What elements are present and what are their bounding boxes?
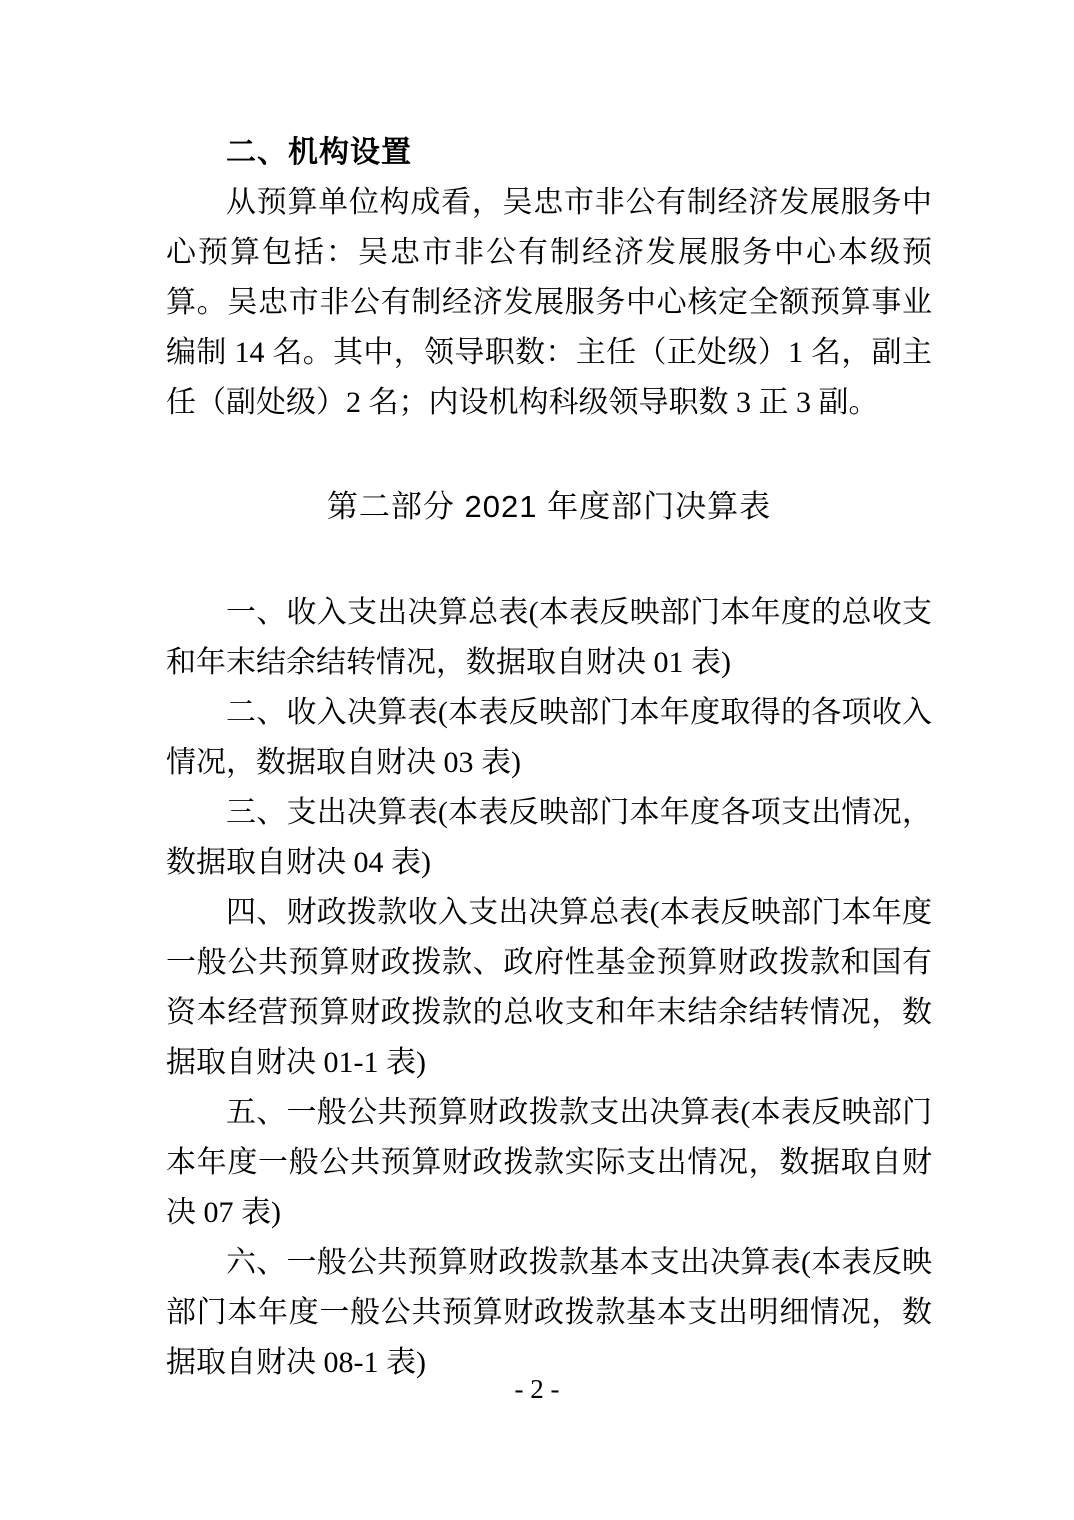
part2-title: 第二部分 2021 年度部门决算表 [326, 489, 772, 524]
table-list-item-3: 三、支出决算表(本表反映部门本年度各项支出情况，数据取自财决 04 表) [166, 796, 932, 879]
org-setup-paragraph: 从预算单位构成看，吴忠市非公有制经济发展服务中心预算包括：吴忠市非公有制经济发展服务中心本级预算。吴忠市非公有制经济发展服务中心核定全额预算事业编制 14 名。其中，领导职数：主任（正处级）1 名，副主任（副处级）2 名；内设机构科级领导职数 3 正 3 副。 [166, 186, 932, 419]
table-list-item-4: 四、财政拨款收入支出决算总表(本表反映部门本年度一般公共预算财政拨款、政府性基金预算财政拨款和国有资本经营预算财政拨款的总收支和年末结余结转情况，数据取自财决 01-1 表) [166, 896, 932, 1079]
page-number: - 2 - [514, 1374, 560, 1404]
table-list-item-1: 一、收入支出决算总表(本表反映部门本年度的总收支和年末结余结转情况，数据取自财决 01 表) [166, 596, 932, 679]
document-content [166, 128, 932, 1388]
table-list-item-6: 六、一般公共预算财政拨款基本支出决算表(本表反映部门本年度一般公共预算财政拨款基本支出明细情况，数据取自财决 08-1 表) [166, 1246, 932, 1379]
table-list-item-2: 二、收入决算表(本表反映部门本年度取得的各项收入情况，数据取自财决 03 表) [166, 696, 932, 779]
table-list-item-5: 五、一般公共预算财政拨款支出决算表(本表反映部门本年度一般公共预算财政拨款实际支出情况，数据取自财决 07 表) [166, 1096, 932, 1229]
org-setup-heading: 二、机构设置 [226, 136, 412, 169]
